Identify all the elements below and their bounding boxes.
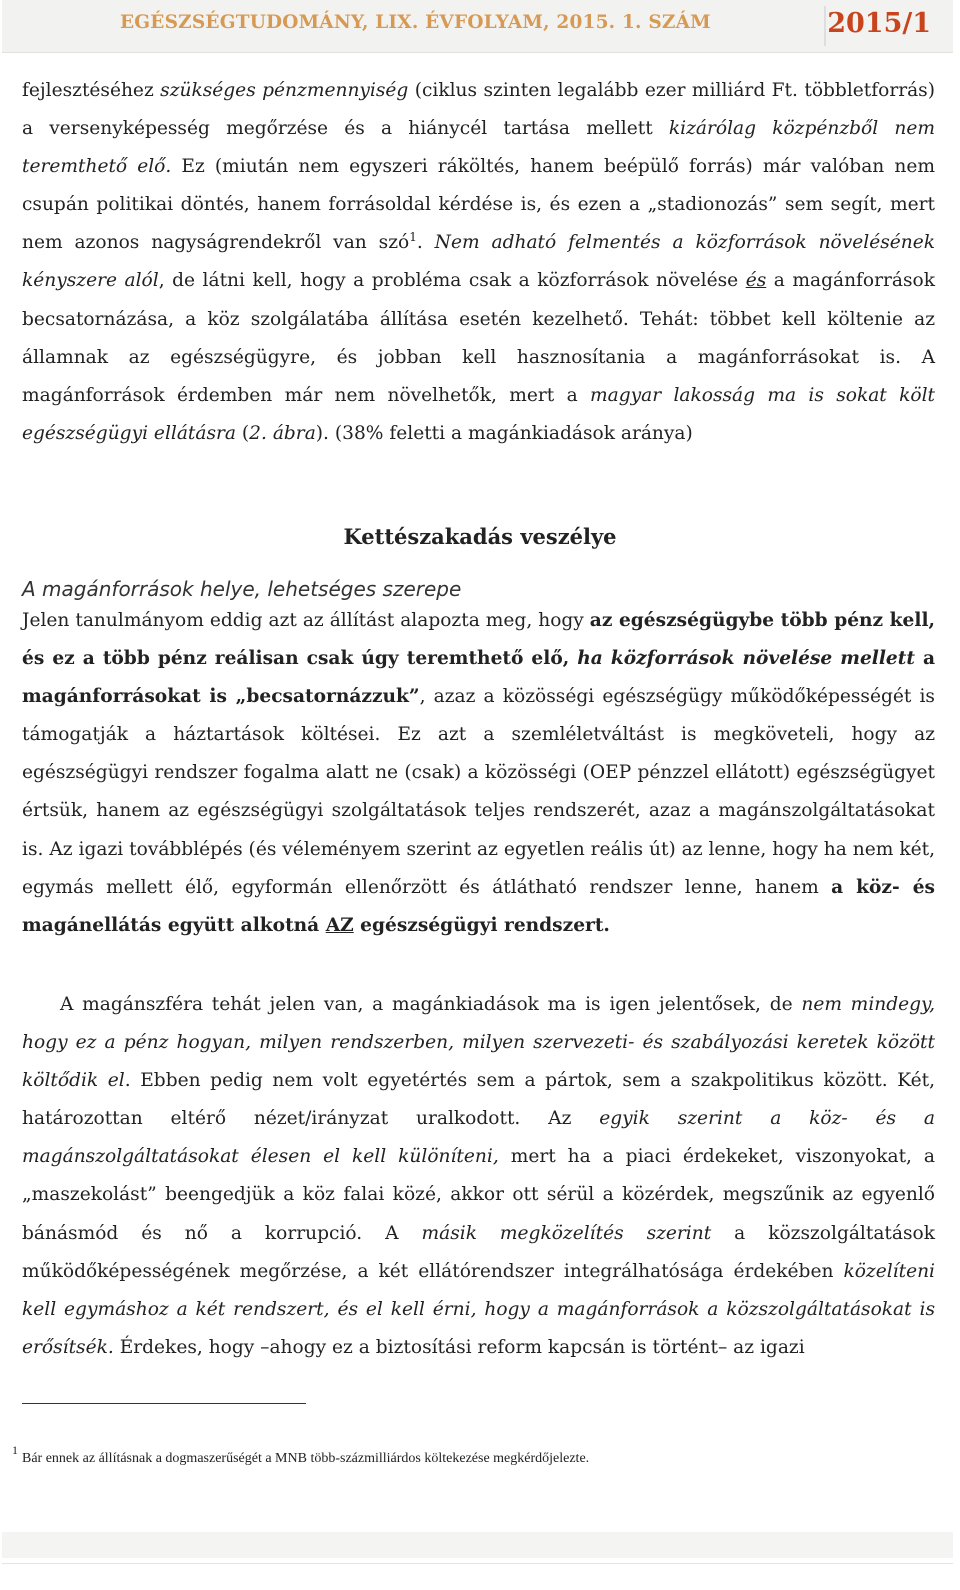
p1-text-8: ). (38% feletti a magánkiadások aránya)	[315, 422, 693, 444]
p3-text-2: . Ebben pedig nem volt egyetértés sem a pártok, sem a szakpolitikus között. Két, határozottan eltérő nézet/irányzat uralkodott. Az	[22, 1070, 935, 1130]
paragraph-2	[22, 602, 935, 945]
paragraph-3	[22, 986, 935, 1367]
p2-text-2: , azaz a közösségi egészségügy működőképességét is támogatják a háztartások költései. Ez azt a szemléletváltást is megköveteli, hogy az egészségügyi rendszer fogalma alatt ne (csak) a közösségi (OEP pénzzel ellátott) egészségügyet értsük, hanem az egészségügyi szolgáltatások teljes rendszerét, azaz a magánszolgáltatásokat is. Az igazi továbblépés (és véleményem szerint az egyetlen reális út) az lenne, hogy ha nem két, egymás mellett élő, egyformán ellenőrzött és átlátható rendszer lenne, hanem	[22, 686, 935, 898]
footnote	[12, 1440, 942, 1469]
p1-text-5: , de látni kell, hogy a probléma csak a közforrások növelése	[158, 270, 746, 292]
p2-text-1: Jelen tanulmányom eddig azt az állítást alapozta meg, hogy	[22, 610, 590, 631]
p3-italic-3: másik megközelítés szerint	[421, 1222, 712, 1244]
footer-divider	[2, 1563, 953, 1564]
p1-text-6: a magánforrások becsatornázása, a köz szolgálatába állítása esetén kezelhető. Tehát: többet kell költenie az államnak az egészségügyre, és jobban kell hasznosítania a magánforrásokat is. A magánforrások érdemben már nem növelhetők, mert a	[22, 270, 935, 406]
issue-number: 2015/1	[827, 8, 931, 39]
paragraph-1	[22, 72, 935, 453]
p1-italic-2: kizárólag közpénzből nem teremthető elő.	[22, 118, 936, 178]
page-header	[2, 0, 953, 53]
p2-bold-4: egészségügyi rendszert.	[353, 914, 610, 936]
footnote-separator	[22, 1403, 306, 1404]
p1-italic-4: magyar lakosság ma is sokat költ egészségügyi ellátásra	[22, 384, 935, 444]
p1-text-3: Ez (miután nem egyszeri ráköltés, hanem beépülő forrás) már valóban nem csupán politikai döntés, hanem forrásoldal kérdése is, és ezen a „stadionozás” sem segít, mert nem azonos nagyságrendekről van szó	[22, 156, 935, 254]
p1-text-2: (ciklus szinten legalább ezer milliárd Ft. többletforrás) a versenyképesség megőrzése és a hiánycél tartása mellett	[22, 80, 935, 140]
p3-text-1: A magánszféra tehát jelen van, a magánkiadások ma is igen jelentősek, de	[60, 994, 802, 1015]
subsection-title: A magánforrások helye, lehetséges szerepe	[22, 577, 462, 601]
page-footer	[2, 1532, 953, 1558]
p1-italic-underlined: és	[745, 270, 767, 292]
footnote-text: Bár ennek az állításnak a dogmaszerűségét a MNB több-százmilliárdos költekezése megkérdőjelezte.	[22, 1451, 590, 1466]
p2-bold-2: a magánforrásokat is „becsatornázzuk”	[22, 648, 935, 708]
p3-italic-2: egyik szerint a köz- és a magánszolgáltatásokat élesen el kell különíteni,	[22, 1108, 935, 1168]
p2-bold-3: a köz- és magánellátás együtt alkotná	[22, 876, 935, 936]
footnote-number: 1	[12, 1443, 18, 1457]
p2-bold-1: az egészségügybe több pénz kell, és ez a több pénz reálisan csak úgy teremthető elő,	[22, 610, 935, 670]
footnote-reference[interactable]: 1	[409, 230, 417, 245]
p3-italic-1: nem mindegy, hogy ez a pénz hogyan, milyen rendszerben, milyen szervezeti- és szabályozási keretek között költődik el	[22, 994, 935, 1092]
journal-title: EGÉSZSÉGTUDOMÁNY, LIX. ÉVFOLYAM, 2015. 1. SZÁM	[120, 12, 711, 33]
p3-italic-5: és el kell érni, hogy a magánforrások a közszolgáltatásokat is erősítsék.	[22, 1298, 935, 1358]
p2-bold-italic-1: ha közforrások növelése mellett	[577, 648, 915, 670]
p3-italic-4: közelíteni kell egymáshoz a két rendszert,	[22, 1260, 935, 1320]
figure-reference: 2. ábra	[249, 422, 316, 444]
p1-text-1: fejlesztéséhez	[22, 80, 161, 101]
p1-text-4: .	[416, 232, 435, 254]
p2-bold-underlined: AZ	[325, 914, 354, 936]
p1-italic-1: szükséges pénzmennyiség	[160, 80, 409, 101]
p3-text-3: mert ha a piaci érdekeket, viszonyokat, a „maszekolást” beengedjük a köz falai közé, akkor ott sérül a közérdek, megszűnik az egyenlő bánásmód és nő a korrupció. A	[22, 1146, 935, 1244]
p1-text-7: (	[236, 422, 250, 444]
section-title: Kettészakadás veszélye	[343, 524, 617, 549]
p3-text-4: a közszolgáltatások működőképességének megőrzése, a két ellátórendszer integrálhatósága érdekében	[22, 1222, 935, 1282]
p1-italic-3: Nem adható felmentés a közforrások növelésének kényszere alól	[22, 232, 935, 292]
header-divider	[824, 6, 826, 46]
p3-text-6: Érdekes, hogy –ahogy ez a biztosítási reform kapcsán is történt– az igazi	[113, 1336, 805, 1358]
